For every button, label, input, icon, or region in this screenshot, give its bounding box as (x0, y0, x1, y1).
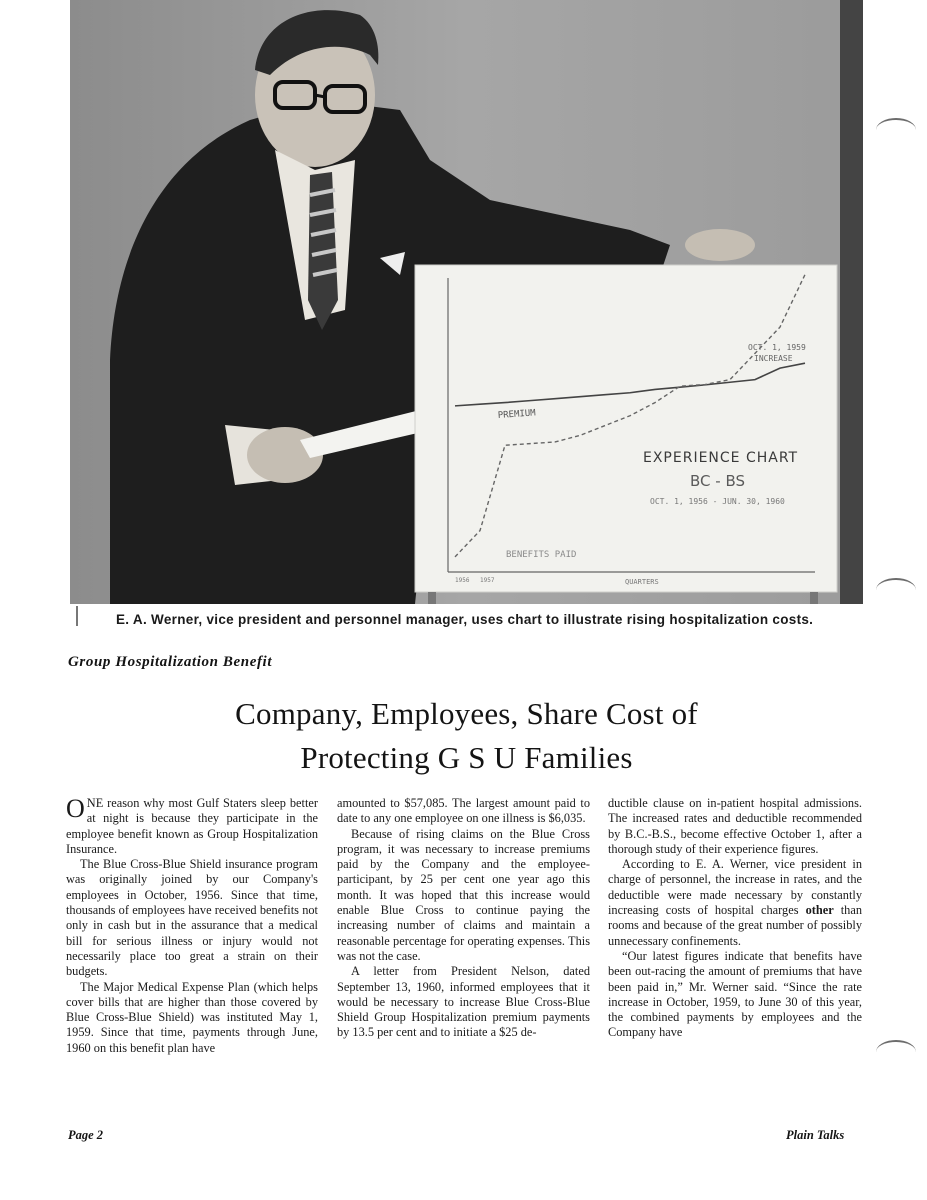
article-paragraph: The Major Medical Expense Plan (which helps cover bills that are higher than those covered by Blue Cross-Blue Shield) was instituted May 1, 1959. Since that time, payments through June, 1960 on this benefit plan have (66, 979, 318, 1055)
article-paragraph: “Our latest figures indicate that benefits have been out-racing the amount of premiums that have been paid in,” Mr. Werner said. “Since the rate increase in October, 1959, to June 30 of this year, the combined payments by employees and the Company have (608, 948, 862, 1040)
article-paragraph: A letter from President Nelson, dated September 13, 1960, informed employees that it would be necessary to increase Blue Cross-Blue Shield Group Hospitalization premium payments by 13.5 per cent and to initiate a $25 de- (337, 964, 590, 1040)
chart-subheading: BC - BS (690, 472, 745, 490)
punch-hole-mark (876, 1040, 916, 1064)
year-1957: 1957 (480, 577, 495, 584)
chart-daterange: OCT. 1, 1956 - JUN. 30, 1960 (650, 497, 785, 506)
article-paragraph: ONE reason why most Gulf Staters sleep better at night is because they participate in the employee benefit known as Group Hospitalization Insurance. (66, 794, 318, 856)
article-paragraph: Because of rising claims on the Blue Cross program, it was necessary to increase premiums paid by the Company and the employee-participant, by 25 per cent one year ago this month. It was hoped that this increase would enable Blue Cross to continue paying the increasing number of claims and maintain a reasonable percentage for operating expenses. This was not the case. (337, 826, 590, 963)
premium-label: PREMIUM (497, 408, 537, 421)
article-column-3 (608, 796, 862, 1041)
article-column-1 (66, 796, 318, 1056)
experience-chart-board (415, 265, 837, 604)
publication-name: Plain Talks (786, 1128, 845, 1142)
axis-quarters-label: QUARTERS (625, 578, 659, 586)
year-1956: 1956 (455, 577, 470, 584)
headline (70, 692, 863, 780)
section-kicker: Group Hospitalization Benefit (68, 654, 273, 670)
photo-caption: E. A. Werner, vice president and personnel manager, uses chart to illustrate rising hospitalization costs. (116, 612, 814, 627)
chart-heading: EXPERIENCE CHART (643, 450, 799, 466)
punch-hole-mark (876, 118, 916, 142)
annotation-oct-1959: OCT. 1, 1959 (748, 343, 806, 352)
article-paragraph: According to E. A. Werner, vice president in charge of personnel, the increase in rates, and the deductible were made necessary by constantly increasing costs of hospital charges other than rooms and because of the great number of possibly unnecessary confinements. (608, 857, 863, 948)
headline-line1: Company, Employees, Share Cost of (235, 696, 698, 731)
cover-photo (70, 0, 863, 604)
punch-hole-mark (876, 578, 916, 602)
article-paragraph: amounted to $57,085. The largest amount paid to date to any one employee on one illness is $6,035. (337, 796, 590, 826)
page-number: Page 2 (68, 1128, 104, 1142)
article-paragraph: The Blue Cross-Blue Shield insurance program was originally joined by our Company's employees in October, 1956. Since that time, thousands of employees have received benefits not only in cash but in the assurance that a medical bill for serious illness or injury would not necessarily place too great a strain on their budgets. (66, 857, 318, 979)
article-column-2 (337, 796, 590, 1041)
caption-rule (76, 606, 78, 626)
annotation-increase: INCREASE (754, 354, 793, 363)
headline-line2: Protecting G S U Families (300, 740, 633, 775)
article-paragraph: ductible clause on in-patient hospital admissions. The increased rates and deductible recommended by B.C.-B.S., become effective October 1, after a thorough study of their experience figures. (608, 796, 862, 856)
drop-cap: O (66, 794, 85, 823)
benefits-label: BENEFITS PAID (506, 550, 577, 560)
